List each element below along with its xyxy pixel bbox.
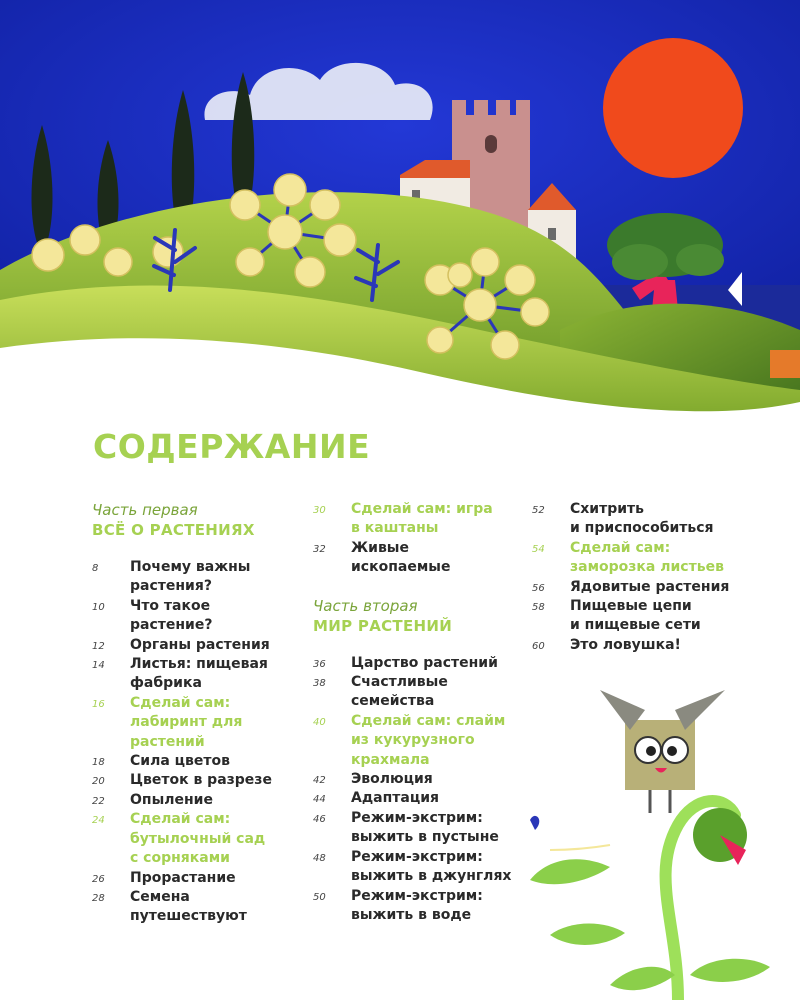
entry-title — [570, 500, 714, 539]
page-number: 48 — [313, 852, 326, 864]
page-number: 16 — [92, 698, 105, 710]
toc-entry — [532, 597, 762, 636]
entry-title — [570, 597, 701, 636]
entry-title — [351, 539, 450, 578]
entry-title-line: из кукурузного — [351, 732, 475, 749]
entry-title — [130, 869, 236, 888]
entry-title — [130, 597, 212, 636]
entry-title — [130, 791, 213, 810]
page-number: 20 — [92, 776, 105, 788]
entry-title-line: и приспособиться — [570, 520, 714, 537]
entry-title-line: растения? — [130, 578, 212, 595]
entry-title-line: Это ловушка! — [570, 636, 681, 653]
entry-title-line: заморозка листьев — [570, 559, 724, 576]
entry-title-line: бутылочный сад — [130, 830, 266, 847]
toc-entry — [532, 539, 762, 578]
entry-title-line: выжить в пустыне — [351, 829, 499, 846]
toc-list — [92, 558, 302, 927]
entry-title-line: Режим-экстрим: — [351, 848, 483, 865]
entry-title-line: Счастливые — [351, 674, 448, 691]
entry-title — [130, 888, 247, 927]
entry-title-line: путешествуют — [130, 908, 247, 925]
toc-entry — [92, 655, 302, 694]
page-number: 54 — [532, 543, 545, 555]
entry-title — [351, 809, 499, 848]
entry-title-line: Живые — [351, 539, 409, 556]
entry-title-line: выжить в воде — [351, 906, 472, 923]
house-roof — [770, 350, 800, 378]
page-number: 24 — [92, 815, 105, 827]
toc-entry — [313, 848, 533, 887]
page-number: 8 — [92, 563, 99, 574]
entry-title-line: крахмала — [351, 751, 430, 768]
entry-title-line: растений — [130, 733, 205, 750]
entry-title-line: Сделай сам: игра — [351, 501, 493, 517]
toc-column-1 — [92, 500, 302, 927]
entry-title — [351, 500, 493, 539]
toc-list — [313, 500, 533, 578]
page-number: 50 — [313, 891, 326, 903]
entry-title — [130, 636, 270, 655]
entry-title-line: Схитрить — [570, 501, 645, 517]
entry-title — [130, 655, 268, 694]
entry-title-line: Сделай сам: слайм — [351, 712, 506, 729]
entry-title-line: Почему важны — [130, 559, 251, 575]
page-number: 18 — [92, 757, 105, 769]
toc-entry — [532, 500, 762, 539]
toc-entry — [313, 887, 533, 926]
entry-title-line: Что такое — [130, 597, 211, 614]
toc-entry — [92, 791, 302, 810]
page-number: 52 — [532, 505, 545, 516]
toc-list — [532, 500, 762, 655]
entry-title — [351, 848, 511, 887]
page-number: 58 — [532, 602, 545, 614]
part-label: Часть первая — [92, 501, 198, 519]
page-number: 56 — [532, 582, 545, 594]
entry-title — [570, 578, 729, 597]
page-number: 40 — [313, 716, 326, 728]
entry-title-line: лабиринт для — [130, 714, 243, 731]
entry-title-line: Сделай сам: — [130, 694, 231, 711]
entry-title — [130, 771, 272, 790]
toc-entry — [313, 770, 533, 789]
entry-title-line: Прорастание — [130, 869, 236, 886]
page-number: 10 — [92, 601, 105, 613]
entry-title-line: ископаемые — [351, 559, 451, 576]
entry-title — [130, 752, 230, 771]
entry-title — [351, 712, 505, 770]
toc-entry — [92, 636, 302, 655]
page-number: 36 — [313, 658, 326, 670]
entry-title-line: растение? — [130, 617, 213, 634]
entry-title-line: Царство растений — [351, 654, 498, 671]
entry-title-line: Семена — [130, 888, 190, 905]
page-number: 44 — [313, 794, 326, 806]
entry-title-line: Органы растения — [130, 636, 270, 653]
toc-entry — [313, 789, 533, 808]
toc-entry — [92, 597, 302, 636]
entry-title-line: Режим-экстрим: — [351, 809, 483, 826]
part-label: Часть вторая — [313, 596, 418, 615]
entry-title-line: Сделай сам: — [130, 811, 231, 828]
entry-title — [351, 770, 433, 789]
entry-title-line: Сделай сам: — [570, 539, 671, 556]
page-number: 26 — [92, 873, 105, 885]
toc-list — [313, 654, 533, 926]
entry-title-line: Пищевые цепи — [570, 598, 692, 615]
entry-title-line: Цветок в разрезе — [130, 772, 272, 789]
toc-column-3 — [532, 500, 762, 655]
toc-entry — [532, 578, 762, 597]
part-title: ВСЁ О РАСТЕНИЯХ — [92, 521, 255, 539]
page-number: 14 — [92, 660, 105, 672]
entry-title-line: фабрика — [130, 675, 202, 692]
toc-entry — [92, 558, 302, 597]
toc-entry — [313, 539, 533, 578]
part-title: МИР РАСТЕНИЙ — [313, 616, 453, 635]
page-number: 28 — [92, 892, 105, 904]
entry-title — [130, 810, 265, 868]
page-number: 38 — [313, 678, 326, 690]
page-title: СОДЕРЖАНИЕ — [93, 427, 371, 466]
page-number: 12 — [92, 640, 105, 652]
entry-title-line: Сила цветов — [130, 753, 230, 770]
toc-column-2 — [313, 500, 533, 925]
toc-entry — [532, 636, 762, 655]
toc-entry — [313, 712, 533, 770]
entry-title-line: Опыление — [130, 791, 213, 808]
entry-title-line: семейства — [351, 693, 435, 710]
entry-title-line: Режим-экстрим: — [351, 887, 483, 904]
toc-entry — [313, 809, 533, 848]
toc-entry — [92, 771, 302, 790]
entry-title-line: Эволюция — [351, 771, 433, 788]
page-number: 42 — [313, 775, 326, 787]
toc-entry — [92, 810, 302, 868]
toc-entry — [313, 654, 533, 673]
page-number: 32 — [313, 543, 326, 555]
page-number: 60 — [532, 640, 545, 652]
entry-title — [570, 636, 681, 655]
toc-entry — [313, 673, 533, 712]
entry-title-line: с сорняками — [130, 850, 230, 867]
toc-entry — [313, 500, 533, 539]
page-number: 30 — [313, 505, 326, 516]
entry-title — [351, 654, 498, 673]
page-number: 46 — [313, 813, 326, 825]
toc-entry — [92, 869, 302, 888]
toc-entry — [92, 752, 302, 771]
entry-title — [570, 539, 724, 578]
entry-title-line: Адаптация — [351, 790, 439, 807]
toc-entry — [92, 888, 302, 927]
entry-title — [351, 789, 439, 808]
entry-title — [130, 558, 250, 597]
entry-title — [351, 887, 483, 926]
page-number: 22 — [92, 795, 105, 807]
plant-mascot-illustration — [510, 685, 800, 1000]
entry-title — [130, 694, 242, 752]
entry-title-line: выжить в джунглях — [351, 868, 512, 885]
entry-title-line: Ядовитые растения — [570, 578, 730, 595]
entry-title-line: и пищевые сети — [570, 617, 701, 634]
hero-illustration — [0, 0, 800, 420]
entry-title-line: Листья: пищевая — [130, 656, 268, 673]
toc-entry — [92, 694, 302, 752]
sun — [603, 38, 743, 178]
entry-title-line: в каштаны — [351, 520, 439, 537]
entry-title — [351, 673, 448, 712]
